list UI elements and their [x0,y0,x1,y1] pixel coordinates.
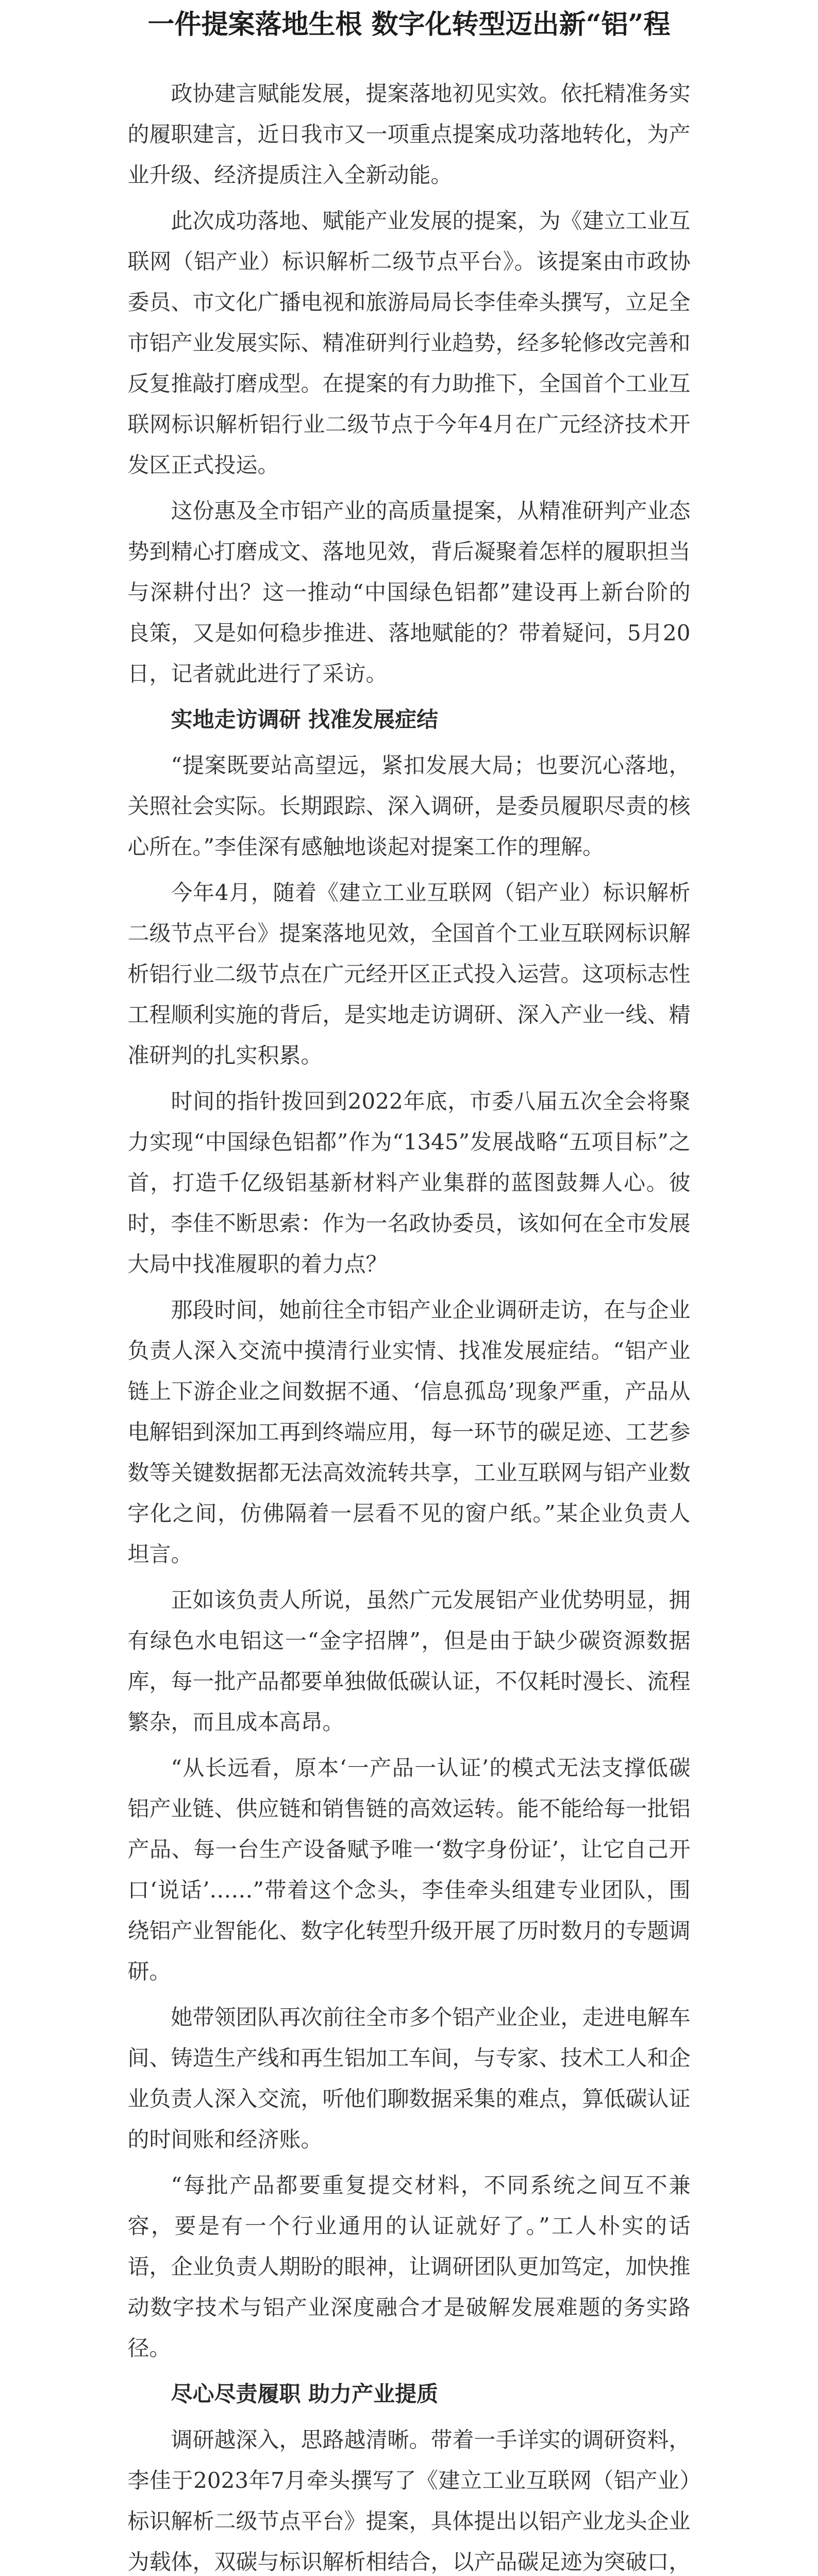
section-1-paragraph-4: 那段时间，她前往全市铝产业企业调研走访，在与企业负责人深入交流中摸清行业实情、找准发展症结。“铝产业链上下游企业之间数据不通、‘信息孤岛’现象严重，产品从电解铝到深加工再到终端应用，每一环节的碳足迹、工艺参数等关键数据都无法高效流转共享，工业互联网与铝产业数字化之间，仿佛隔着一层看不见的窗户纸。”某企业负责人坦言。 [127,1297,691,1567]
intro-paragraph-1: 政协建言赋能发展，提案落地初见实效。依托精准务实的履职建言，近日我市又一项重点提案成功落地转化，为产业升级、经济提质注入全新动能。 [127,81,691,188]
section-1-paragraph-3: 时间的指针拨回到2022年底，市委八届五次全会将聚力实现“中国绿色铝都”作为“1345”发展战略“五项目标”之首，打造千亿级铝基新材料产业集群的蓝图鼓舞人心。彼时，李佳不断思索：作为一名政协委员，该如何在全市发展大局中找准履职的着力点？ [127,1089,691,1277]
section-duty-performance [128,2374,691,2576]
section-1-paragraph-8: “每批产品都要重复提交材料，不同系统之间互不兼容，要是有一个行业通用的认证就好了。”工人朴实的话语，企业负责人期盼的眼神，让调研团队更加笃定，加快推动数字技术与铝产业深度融合才是破解发展难题的务实路径。 [127,2173,691,2361]
section-1-paragraph-5: 正如该负责人所说，虽然广元发展铝产业优势明显，拥有绿色水电铝这一“金字招牌”，但是由于缺少碳资源数据库，每一批产品都要单独做低碳认证，不仅耗时漫长、流程繁杂，而且成本高昂。 [127,1587,691,1735]
section-1-paragraph-2: 今年4月，随着《建立工业互联网（铝产业）标识解析二级节点平台》提案落地见效，全国首个工业互联网标识解析铝行业二级节点在广元经开区正式投入运营。这项标志性工程顺利实施的背后，是实地走访调研、深入产业一线、精准研判的扎实积累。 [127,880,691,1068]
section-1-paragraph-7: 她带领团队再次前往全市多个铝产业企业，走进电解车间、铸造生产线和再生铝加工车间，与专家、技术工人和企业负责人深入交流，听他们聊数据采集的难点，算低碳认证的时间账和经济账。 [127,2005,691,2152]
article-intro [128,73,691,694]
intro-paragraph-3: 这份惠及全市铝产业的高质量提案，从精准研判产业态势到精心打磨成文、落地见效，背后凝聚着怎样的履职担当与深耕付出？这一推动“中国绿色铝都”建设再上新台阶的良策，又是如何稳步推进、落地赋能的？带着疑问，5月20日，记者就此进行了采访。 [127,498,691,686]
section-1-paragraph-1: “提案既要站高望远，紧扣发展大局；也要沉心落地，关照社会实际。长期跟踪、深入调研，是委员履职尽责的核心所在。”李佳深有感触地谈起对提案工作的理解。 [127,753,691,859]
section-heading-duty-performance: 尽心尽责履职 助力产业提质 [171,2381,439,2406]
section-1-paragraph-6: “从长远看，原本‘一产品一认证’的模式无法支撑低碳铝产业链、供应链和销售链的高效运转。能不能给每一批铝产品、每一台生产设备赋予唯一‘数字身份证’，让它自己开口‘说话’……”带着这个念头，李佳牵头组建专业团队，围绕铝产业智能化、数字化转型升级开展了历时数月的专题调研。 [127,1755,691,1984]
section-field-research [128,699,691,2368]
section-2-paragraph-1: 调研越深入，思路越清晰。带着一手详实的调研资料，李佳于2023年7月牵头撰写了《建立工业互联网（铝产业）标识解析二级节点平台》提案，具体提出以铝产业龙头企业为载体，双碳与标识解析相结合，以产品碳足迹为突破口， [127,2427,691,2574]
section-heading-field-research: 实地走访调研 找准发展症结 [171,707,439,732]
intro-paragraph-2: 此次成功落地、赋能产业发展的提案，为《建立工业互联网（铝产业）标识解析二级节点平台》。该提案由市政协委员、市文化广播电视和旅游局局长李佳牵头撰写，立足全市铝产业发展实际、精准研判行业趋势，经多轮修改完善和反复推敲打磨成型。在提案的有力助推下，全国首个工业互联网标识解析铝行业二级节点于今年4月在广元经济技术开发区正式投运。 [127,208,691,478]
article-title: 一件提案落地生根 数字化转型迈出新“铝”程 [147,9,671,40]
news-article [128,0,691,2576]
